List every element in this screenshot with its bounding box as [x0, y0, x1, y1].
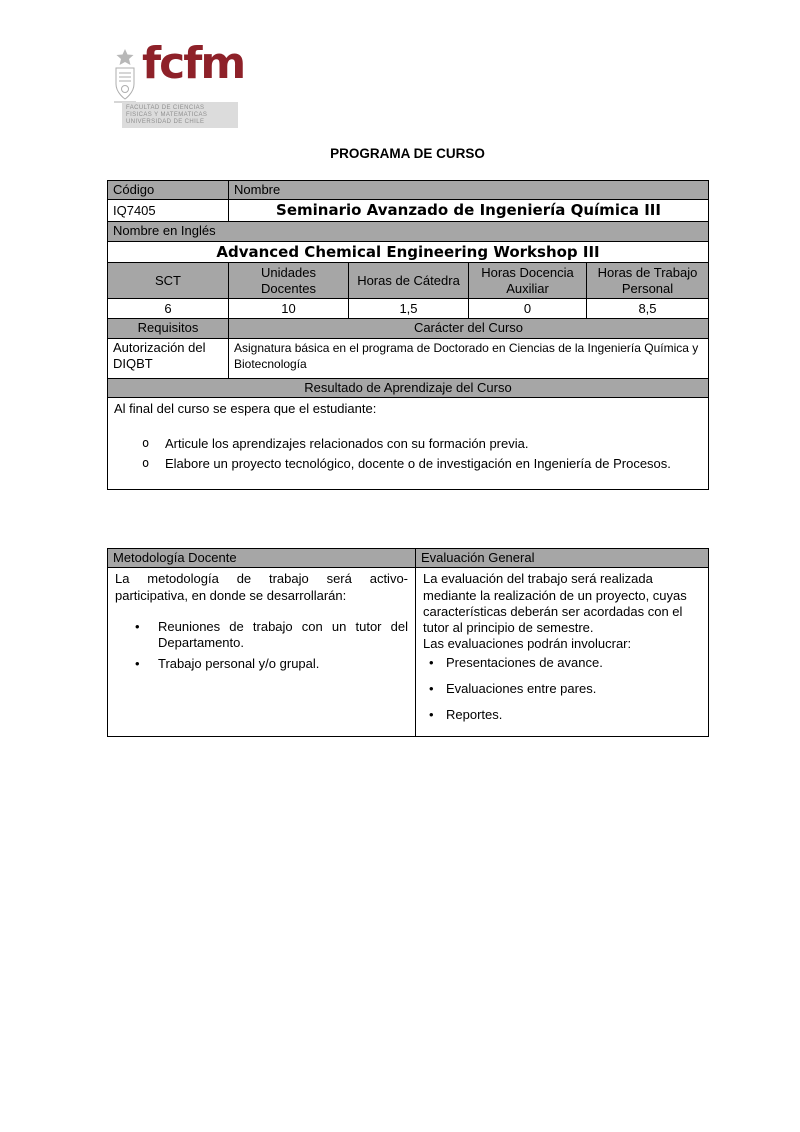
- faculty-name-block: [122, 102, 238, 128]
- university-seal-icon: [112, 48, 138, 106]
- faculty-line: UNIVERSIDAD DE CHILE: [126, 119, 205, 125]
- page-title: PROGRAMA DE CURSO: [330, 146, 485, 161]
- list-item: [429, 707, 701, 723]
- dot-bullet-icon: •: [429, 680, 434, 696]
- caracter-value-cell: Asignatura básica en el programa de Doctorado en Ciencias de la Ingeniería Química y Biotecnología: [229, 338, 709, 378]
- caracter-label-cell: Carácter del Curso: [229, 319, 709, 338]
- dot-bullet-icon: •: [429, 654, 434, 670]
- list-item: [142, 436, 702, 452]
- list-item: [135, 656, 408, 672]
- nombre-label-cell: Nombre: [229, 181, 709, 200]
- list-item: [429, 681, 701, 697]
- horas-trabajo-header-cell: Horas de Trabajo Personal: [587, 263, 709, 299]
- list-item-text: Reuniones de trabajo con un tutor del Departamento.: [158, 618, 408, 650]
- resultado-content-cell: [108, 397, 709, 489]
- fcfm-logo: [112, 38, 245, 128]
- dot-bullet-icon: •: [135, 618, 140, 634]
- list-item: [429, 655, 701, 671]
- list-item-text: Evaluaciones entre pares.: [446, 680, 597, 696]
- metodologia-list: [135, 619, 408, 673]
- course-info-table: [107, 180, 709, 490]
- metodologia-content-cell: [108, 568, 416, 737]
- horas-trabajo-value-cell: 8,5: [587, 299, 709, 319]
- unidades-docentes-value-cell: 10: [229, 299, 349, 319]
- codigo-value-cell: IQ7405: [108, 200, 229, 222]
- list-item: [142, 456, 702, 472]
- dot-bullet-icon: •: [135, 656, 140, 672]
- nombre-ingles-label-cell: Nombre en Inglés: [108, 222, 709, 241]
- o-bullet-icon: o: [142, 436, 150, 450]
- list-item-text: Presentaciones de avance.: [446, 654, 603, 670]
- faculty-line: FACULTAD DE CIENCIAS: [126, 105, 205, 111]
- o-bullet-icon: o: [142, 456, 150, 471]
- list-item: [135, 619, 408, 652]
- list-item-text: Trabajo personal y/o grupal.: [158, 656, 320, 672]
- evaluacion-intro: La evaluación del trabajo será realizada mediante la realización de un proyecto, cuyas características deberán ser acordadas con el tutor al principio de semestre.: [423, 571, 687, 635]
- horas-docencia-header-cell: Horas Docencia Auxiliar: [469, 263, 587, 299]
- metodologia-label-cell: Metodología Docente: [108, 549, 416, 568]
- resultado-label-cell: Resultado de Aprendizaje del Curso: [108, 378, 709, 397]
- requisitos-value-cell: Autorización del DIQBT: [108, 338, 229, 378]
- list-item-text: Articule los aprendizajes relacionados con su formación previa.: [165, 436, 529, 451]
- unidades-docentes-header-cell: Unidades Docentes: [229, 263, 349, 299]
- codigo-label-cell: Código: [108, 181, 229, 200]
- fcfm-wordmark: fcfm: [142, 38, 245, 89]
- resultado-intro: Al final del curso se espera que el estudiante:: [114, 400, 377, 416]
- horas-catedra-value-cell: 1,5: [349, 299, 469, 319]
- evaluacion-list: [429, 655, 701, 724]
- faculty-line: FISICAS Y MATEMATICAS: [126, 112, 208, 118]
- list-item-text: Reportes.: [446, 707, 503, 722]
- resultado-list: [142, 436, 702, 473]
- nombre-ingles-value-cell: Advanced Chemical Engineering Workshop III: [108, 241, 709, 263]
- evaluacion-label-cell: Evaluación General: [416, 549, 709, 568]
- list-item-text: Elabore un proyecto tecnológico, docente o de investigación en Ingeniería de Procesos.: [165, 456, 671, 472]
- sct-value-cell: 6: [108, 299, 229, 319]
- horas-catedra-header-cell: Horas de Cátedra: [349, 263, 469, 299]
- requisitos-label-cell: Requisitos: [108, 319, 229, 338]
- metodologia-intro: La metodología de trabajo será activo-participativa, en donde se desarrollarán:: [115, 571, 408, 603]
- dot-bullet-icon: •: [429, 707, 434, 722]
- methodology-evaluation-table: [107, 548, 709, 737]
- horas-docencia-value-cell: 0: [469, 299, 587, 319]
- evaluacion-subintro: Las evaluaciones podrán involucrar:: [423, 636, 632, 652]
- sct-header-cell: SCT: [108, 263, 229, 299]
- evaluacion-content-cell: [416, 568, 709, 737]
- nombre-value-cell: Seminario Avanzado de Ingeniería Química III: [229, 200, 709, 222]
